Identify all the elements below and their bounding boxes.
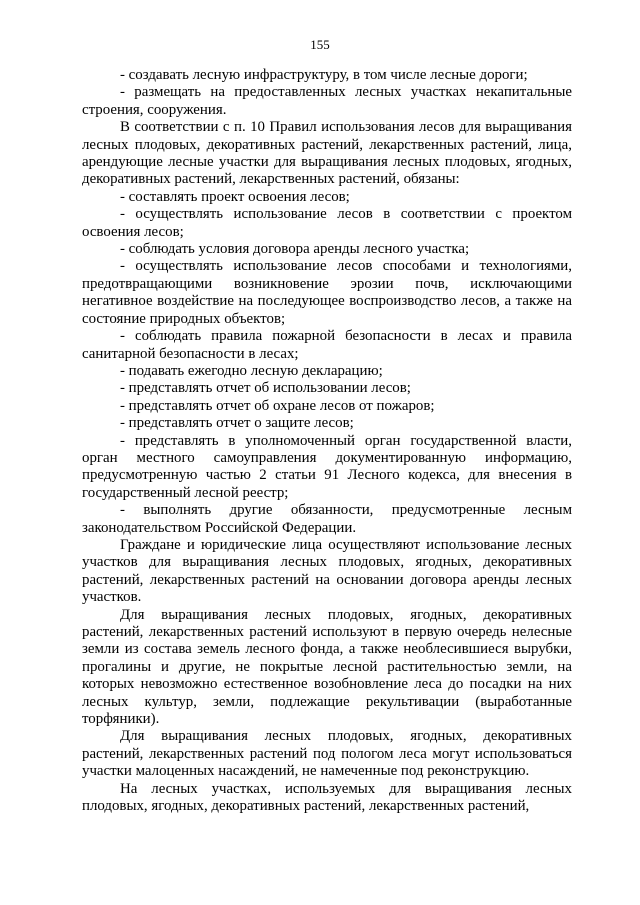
paragraph: Для выращивания лесных плодовых, ягодных, декоративных растений, лекарственных растений используют в первую очередь нелесные земли из состава земель лесного фонда, а также необлесившиеся вырубки, прогалины и другие, не покрытые лесной растительностью земли, на которых невозможно естественное возобновление леса до посадки на них лесных культур, земли, подлежащие рекультивации (выработанные торфяники). — [82, 606, 572, 728]
paragraph: - осуществлять использование лесов в соответствии с проектом освоения лесов; — [82, 206, 572, 240]
paragraph: - соблюдать правила пожарной безопасности в лесах и правила санитарной безопасности в лесах; — [82, 328, 572, 362]
paragraph: Для выращивания лесных плодовых, ягодных, декоративных растений, лекарственных растений под пологом леса могут использоваться участки малоценных насаждений, не намеченные под реконструкцию. — [82, 728, 572, 780]
paragraph: - подавать ежегодно лесную декларацию; — [120, 362, 383, 379]
paragraph: - представлять отчет о защите лесов; — [120, 415, 354, 432]
paragraph: - составлять проект освоения лесов; — [120, 188, 350, 205]
paragraph: - представлять в уполномоченный орган государственной власти, орган местного самоуправления документированную информацию, предусмотренную частью 2 статьи 91 Лесного кодекса, для внесения в государственный лесной реестр; — [82, 432, 572, 501]
paragraph: - размещать на предоставленных лесных участках некапитальные строения, сооружения. — [82, 84, 572, 118]
page-number: 155 — [310, 37, 330, 52]
paragraph: - создавать лесную инфраструктуру, в том числе лесные дороги; — [120, 67, 528, 83]
paragraph: - представлять отчет об охране лесов от пожаров; — [120, 397, 435, 414]
paragraph: - выполнять другие обязанности, предусмотренные лесным законодательством Российской Федерации. — [82, 502, 572, 536]
paragraph: Граждане и юридические лица осуществляют использование лесных участков для выращивания лесных плодовых, ягодных, декоративных растений, лекарственных растений на основании договора аренды лесных участков. — [82, 536, 572, 606]
body-text — [82, 67, 572, 815]
paragraph: - осуществлять использование лесов способами и технологиями, предотвращающими возникновение эрозии почв, исключающими негативное воздействие на последующее воспроизводство лесов, а также на состояние природных объектов; — [82, 258, 572, 327]
paragraph: В соответствии с п. 10 Правил использования лесов для выращивания лесных плодовых, декоративных растений, лекарственных растений, лица, арендующие лесные участки для выращивания лесных плодовых, ягодных, декоративных растений, лекарственных растений, обязаны: — [82, 119, 572, 188]
paragraph: - соблюдать условия договора аренды лесного участка; — [120, 241, 470, 258]
paragraph: На лесных участках, используемых для выращивания лесных плодовых, ягодных, декоративных растений, лекарственных растений, — [82, 780, 572, 815]
paragraph: - представлять отчет об использовании лесов; — [120, 380, 411, 397]
